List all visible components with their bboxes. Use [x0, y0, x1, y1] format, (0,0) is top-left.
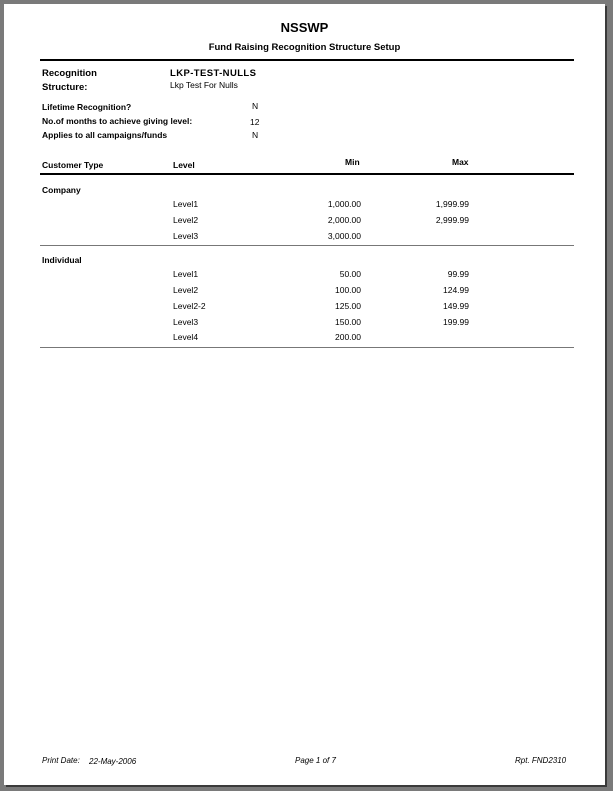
table-row-min: 2,000.00: [327, 215, 361, 225]
table-row-min: 50.00: [339, 269, 361, 279]
print-date-label: Print Date:: [42, 756, 80, 765]
table-row-max: 149.99: [443, 301, 469, 311]
column-header-max: Max: [452, 157, 469, 167]
setting-value-applies-all: N: [252, 130, 259, 140]
column-header-min: Min: [345, 157, 360, 167]
recognition-label: Recognition: [42, 68, 97, 79]
report-title: Fund Raising Recognition Structure Setup: [208, 42, 401, 53]
print-date: 22-May-2006: [89, 757, 137, 766]
table-row-level: Level2: [173, 215, 199, 225]
table-header-rule: [40, 173, 574, 175]
group-label-company: Company: [42, 185, 81, 195]
table-row-min: 200.00: [335, 332, 361, 342]
column-header-customer-type: Customer Type: [42, 160, 104, 170]
table-row-level: Level2: [173, 285, 199, 295]
table-row-min: 150.00: [335, 317, 361, 327]
report-page: [4, 4, 605, 785]
table-row-max: 124.99: [443, 285, 469, 295]
recognition-code: LKP-TEST-NULLS: [170, 68, 257, 79]
table-row-level: Level4: [173, 332, 199, 342]
table-row-min: 3,000.00: [327, 231, 361, 241]
setting-label-lifetime: Lifetime Recognition?: [42, 102, 132, 112]
table-row-level: Level3: [173, 317, 199, 327]
setting-value-months: 12: [250, 117, 260, 127]
table-row-level: Level1: [173, 199, 199, 209]
table-row-level: Level1: [173, 269, 199, 279]
page-number: Page 1 of 7: [295, 756, 336, 765]
table-row-min: 1,000.00: [327, 199, 361, 209]
table-row-max: 1,999.99: [435, 199, 469, 209]
column-header-level: Level: [173, 160, 195, 170]
group-separator: [40, 245, 574, 246]
recognition-description: Lkp Test For Nulls: [170, 80, 238, 90]
setting-value-lifetime: N: [252, 101, 259, 111]
setting-label-applies-all: Applies to all campaigns/funds: [42, 130, 168, 140]
header-rule: [40, 59, 574, 61]
table-end-rule: [40, 347, 574, 348]
table-row-max: 99.99: [447, 269, 469, 279]
setting-label-months: No.of months to achieve giving level:: [42, 116, 193, 126]
table-row-min: 125.00: [335, 301, 361, 311]
table-row-max: 199.99: [443, 317, 469, 327]
table-row-min: 100.00: [335, 285, 361, 295]
structure-label: Structure:: [42, 82, 88, 93]
table-row-max: 2,999.99: [435, 215, 469, 225]
organization-name: NSSWP: [280, 20, 329, 35]
group-label-individual: Individual: [42, 255, 82, 265]
report-id: Rpt. FND2310: [515, 756, 567, 765]
table-row-level: Level3: [173, 231, 199, 241]
table-row-level: Level2-2: [173, 301, 206, 311]
